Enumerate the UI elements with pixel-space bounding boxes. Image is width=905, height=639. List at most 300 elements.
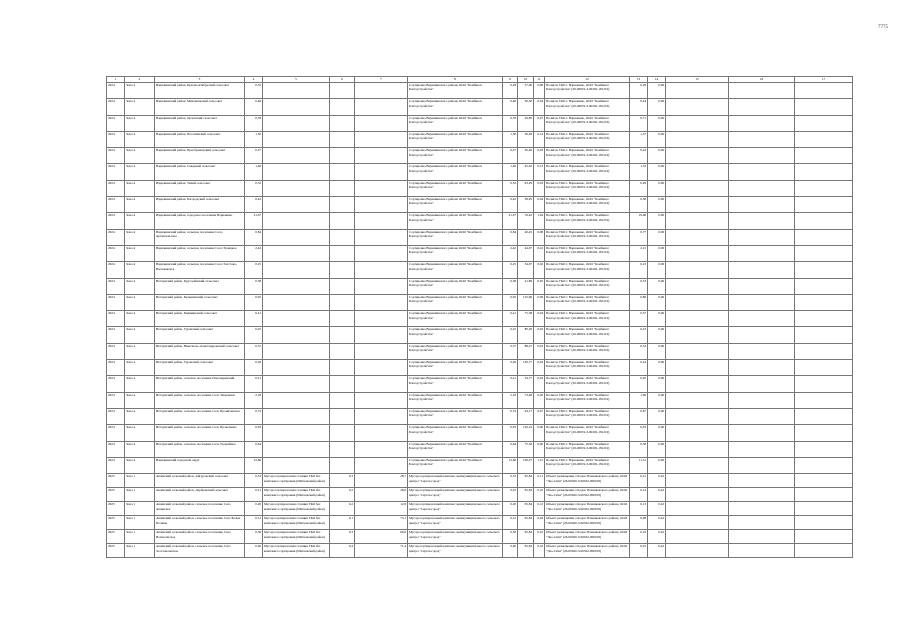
table-cell: 2024 <box>107 262 125 278</box>
column-header: 17 <box>795 77 853 83</box>
table-cell: 73,1 <box>355 516 408 530</box>
table-cell: Сортировка Варнавинского района ООО "Комбинат Благоустройства" <box>408 327 503 343</box>
table-cell <box>263 457 330 473</box>
table-cell: 0,06 <box>648 441 666 457</box>
table-cell: 0,44 <box>630 99 648 115</box>
table-cell <box>330 99 355 115</box>
table-cell: 130,77 <box>518 360 534 376</box>
table-cell <box>666 148 729 164</box>
table-cell: 0,08 <box>534 229 545 245</box>
table-cell: Сортировка Варнавинского района ООО "Комбинат Благоустройства" <box>408 83 503 99</box>
table-cell: 0,06 <box>648 229 666 245</box>
table-cell: 0,30 <box>503 530 518 544</box>
table-cell <box>330 327 355 343</box>
table-cell: 2024 <box>107 115 125 131</box>
table-cell: Зона 4 <box>125 245 155 261</box>
table-cell: 0,06 <box>648 425 666 441</box>
table-row <box>107 392 853 408</box>
column-header: 9 <box>503 77 518 83</box>
table-cell: 65,84 <box>518 488 534 502</box>
table-cell <box>330 229 355 245</box>
table-cell: 0,07 <box>534 408 545 424</box>
table-cell <box>729 245 795 261</box>
table-cell <box>795 425 853 441</box>
column-header: 14 <box>648 77 666 83</box>
table-cell: Ветлужский район, сельское поселение Село Прокопьево <box>155 425 245 441</box>
table-cell: Сортировка Варнавинского района ООО "Комбинат Благоустройства" <box>408 148 503 164</box>
table-cell <box>729 516 795 530</box>
table-cell: 1,50 <box>503 131 518 147</box>
table-cell <box>355 115 408 131</box>
table-cell: 0,07 <box>534 115 545 131</box>
table-cell <box>729 530 795 544</box>
table-cell: 60,0 <box>355 530 408 544</box>
table-cell: Полигон ТКО г. Варнавино, ООО "Комбинат Благоустройства" (26-00019-З-00202-181219) <box>545 115 630 131</box>
table-cell <box>795 262 853 278</box>
table-cell <box>263 294 330 310</box>
table-row <box>107 457 853 473</box>
table-cell: Мусоросортировочная станция ТКО без комплекса сортировки (Шатковский район) <box>263 516 330 530</box>
table-cell: Варнавинский район, сельское поселение Село Толстово-Васюковское <box>155 262 245 278</box>
table-cell: Зона 4 <box>125 131 155 147</box>
table-cell: 2024 <box>107 311 125 327</box>
table-cell: 0,06 <box>648 294 666 310</box>
table-cell <box>795 488 853 502</box>
table-cell: Зона 4 <box>125 262 155 278</box>
table-cell <box>666 488 729 502</box>
table-cell: Ветлужский район, Бидикинский сельсовет <box>155 311 245 327</box>
table-cell <box>729 294 795 310</box>
table-cell: 1,33 <box>630 164 648 180</box>
table-cell: 0,06 <box>648 131 666 147</box>
table-cell: 0,53 <box>630 278 648 294</box>
table-cell <box>263 262 330 278</box>
table-cell <box>729 131 795 147</box>
table-cell: 88,27 <box>518 343 534 359</box>
table-row <box>107 376 853 392</box>
table-cell: Варнавинский район, Тихий сельсовет <box>155 180 245 196</box>
table-cell: 12,66 <box>503 457 518 473</box>
table-cell <box>729 376 795 392</box>
table-cell <box>330 392 355 408</box>
table-cell: 75,38 <box>518 311 534 327</box>
table-cell: 0,06 <box>648 392 666 408</box>
column-header: 3 <box>155 77 245 83</box>
table-cell: Ашинский сельский район, сельское поселение Село Ашинское <box>155 502 245 516</box>
table-cell <box>263 197 330 213</box>
table-cell: Полигон ТКО г. Варнавино, ООО "Комбинат Благоустройства" (26-00019-З-00202-181219) <box>545 392 630 408</box>
table-row <box>107 131 853 147</box>
table-cell: 0,00 <box>534 425 545 441</box>
table-cell <box>330 83 355 99</box>
table-cell: 2024 <box>107 99 125 115</box>
table-cell: 0,06 <box>534 83 545 99</box>
table-cell <box>795 148 853 164</box>
table-cell <box>729 83 795 99</box>
table-cell: Мусоросортировочный комплекс межмуниципального сельского центра "Сергач-город" <box>408 474 503 488</box>
table-cell <box>666 262 729 278</box>
table-cell: Зона 4 <box>125 213 155 229</box>
table-cell <box>729 441 795 457</box>
table-cell: 0,40 <box>245 544 263 558</box>
table-cell: Мусоросортировочный комплекс межмуниципального сельского центра "Сергач-город" <box>408 516 503 530</box>
table-cell: Зона 4 <box>125 457 155 473</box>
column-header: 1 <box>107 77 125 83</box>
table-cell <box>330 425 355 441</box>
table-cell: 0,06 <box>648 164 666 180</box>
table-cell: Сортировка Варнавинского района ООО "Комбинат Благоустройства" <box>408 180 503 196</box>
table-cell: 0,40 <box>503 544 518 558</box>
table-cell: 0,06 <box>648 457 666 473</box>
table-cell: Полигон ТКО г. Варнавино, ООО "Комбинат Благоустройства" (26-00019-З-00202-181219) <box>545 229 630 245</box>
table-cell <box>355 392 408 408</box>
table-cell: 106,07 <box>518 457 534 473</box>
table-cell: 0,42 <box>648 544 666 558</box>
table-cell: 2024 <box>107 327 125 343</box>
table-cell: Варнавинский район, сельское поселение Село Архангельское <box>155 229 245 245</box>
table-cell: Объект размещения отходов Починковского района, ООО "Эко-Сити" (26-00020-З-00502-000018) <box>545 530 630 544</box>
column-header: 16 <box>729 77 795 83</box>
table-cell <box>355 245 408 261</box>
table-cell <box>666 278 729 294</box>
table-cell: Ашинский сельский район, сельское поселение Село Белые Поляны <box>155 516 245 530</box>
table-cell: 0,13 <box>630 502 648 516</box>
table-cell: Зона 4 <box>125 425 155 441</box>
table-cell: Зона 1 <box>125 488 155 502</box>
table-cell: 26,0 <box>355 488 408 502</box>
table-cell <box>355 180 408 196</box>
table-cell: Полигон ТКО г. Варнавино, ООО "Комбинат Благоустройства" (26-00019-З-00202-181219) <box>545 83 630 99</box>
table-cell: Зона 4 <box>125 360 155 376</box>
table-cell: 0,06 <box>648 408 666 424</box>
table-cell: 73,48 <box>518 392 534 408</box>
table-cell: 2024 <box>107 83 125 99</box>
table-cell <box>795 99 853 115</box>
table-cell: 1,46 <box>245 164 263 180</box>
table-cell: Сортировка Варнавинского района ООО "Комбинат Благоустройства" <box>408 360 503 376</box>
table-cell: 71,4 <box>355 544 408 558</box>
table-cell: 0,04 <box>534 197 545 213</box>
table-cell <box>666 457 729 473</box>
table-row <box>107 278 853 294</box>
table-cell <box>355 197 408 213</box>
table-cell: Зона 4 <box>125 148 155 164</box>
table-cell <box>330 164 355 180</box>
table-cell: 0,12 <box>245 516 263 530</box>
table-cell <box>729 474 795 488</box>
table-cell: 0,06 <box>648 197 666 213</box>
table-cell: 12,8 <box>355 502 408 516</box>
table-cell: Зона 4 <box>125 115 155 131</box>
table-cell <box>355 441 408 457</box>
table-cell: Зона 4 <box>125 197 155 213</box>
table-row <box>107 180 853 196</box>
table-cell: 0,21 <box>503 376 518 392</box>
table-cell: 0,38 <box>630 197 648 213</box>
table-cell <box>355 376 408 392</box>
table-cell <box>330 294 355 310</box>
table-cell <box>355 294 408 310</box>
table-cell: Сортировка Варнавинского района ООО "Комбинат Благоустройства" <box>408 441 503 457</box>
table-cell <box>795 311 853 327</box>
table-cell: 0,03 <box>630 425 648 441</box>
table-cell: 28,7 <box>355 474 408 488</box>
table-cell <box>330 148 355 164</box>
table-cell: 0,10 <box>534 530 545 544</box>
table-cell: 0,12 <box>503 516 518 530</box>
table-cell: Зона 4 <box>125 441 155 457</box>
table-cell: Сортировка Варнавинского района ООО "Комбинат Благоустройства" <box>408 311 503 327</box>
table-cell <box>330 115 355 131</box>
table-cell <box>355 229 408 245</box>
table-cell: 0,64 <box>245 441 263 457</box>
table-cell: 0,21 <box>245 488 263 502</box>
table-cell: 0,03 <box>503 425 518 441</box>
table-cell <box>666 530 729 544</box>
table-cell: 0,74 <box>503 408 518 424</box>
table-cell: 2025 <box>107 516 125 530</box>
table-cell <box>666 376 729 392</box>
table-cell: 0,06 <box>648 245 666 261</box>
table-row <box>107 115 853 131</box>
table-cell: Ветлужский район, сельское поселение Село Завражное <box>155 392 245 408</box>
table-row <box>107 530 853 544</box>
table-cell: 64,17 <box>518 408 534 424</box>
table-cell: 0,67 <box>630 408 648 424</box>
table-cell: 0,16 <box>534 544 545 558</box>
table-cell: 0,12 <box>534 502 545 516</box>
table-cell: 2,21 <box>630 245 648 261</box>
table-cell: 0,46 <box>245 99 263 115</box>
table-cell: 0,33 <box>245 474 263 488</box>
table-row <box>107 516 853 530</box>
table-cell <box>729 544 795 558</box>
table-cell: 0,02 <box>534 360 545 376</box>
table-cell <box>729 148 795 164</box>
table-cell: Мусоросортировочная станция ТКО без комплекса сортировки (Шатковский район) <box>263 474 330 488</box>
table-cell: 2024 <box>107 294 125 310</box>
column-header: 6 <box>330 77 355 83</box>
table-cell: Варнавинский район, Северный сельсовет <box>155 164 245 180</box>
table-cell: 2024 <box>107 131 125 147</box>
table-cell: 2024 <box>107 245 125 261</box>
table-cell: Полигон ТКО г. Варнавино, ООО "Комбинат Благоустройства" (26-00019-З-00202-181219) <box>545 262 630 278</box>
table-cell: 125,96 <box>518 294 534 310</box>
table-cell: Ашинский сельский район, сельское поселение Село Золотоноевское <box>155 544 245 558</box>
table-row <box>107 262 853 278</box>
table-cell: 40,45 <box>518 229 534 245</box>
table-cell <box>666 164 729 180</box>
table-cell: 0,02 <box>534 327 545 343</box>
table-cell: Полигон ТКО г. Варнавино, ООО "Комбинат Благоустройства" (26-00019-З-00202-181219) <box>545 457 630 473</box>
table-cell: Полигон ТКО г. Варнавино, ООО "Комбинат Благоустройства" (26-00019-З-00202-181219) <box>545 376 630 392</box>
column-header: 7 <box>355 77 408 83</box>
table-cell: 0,06 <box>648 83 666 99</box>
table-cell: Полигон ТКО г. Варнавино, ООО "Комбинат Благоустройства" (26-00019-З-00202-181219) <box>545 164 630 180</box>
table-cell <box>263 278 330 294</box>
table-row <box>107 229 853 245</box>
table-cell <box>729 213 795 229</box>
table-cell <box>263 229 330 245</box>
table-cell: Объект размещения отходов Починковского района, ООО "Эко-Сити" (26-00020-З-00502-000018) <box>545 502 630 516</box>
table-cell: 0,42 <box>648 474 666 488</box>
table-cell: 34,77 <box>518 376 534 392</box>
table-cell <box>729 488 795 502</box>
table-cell: 0,25 <box>503 327 518 343</box>
column-header: 2 <box>125 77 155 83</box>
table-cell: 2024 <box>107 425 125 441</box>
table-cell: 2024 <box>107 197 125 213</box>
table-cell: 2024 <box>107 148 125 164</box>
table-cell: 1,94 <box>534 213 545 229</box>
table-row <box>107 197 853 213</box>
table-cell: 0,06 <box>648 148 666 164</box>
table-cell: 0,27 <box>503 148 518 164</box>
table-cell <box>263 164 330 180</box>
table-cell <box>666 99 729 115</box>
table-cell <box>263 327 330 343</box>
table-cell <box>795 229 853 245</box>
table-cell: Полигон ТКО г. Варнавино, ООО "Комбинат Благоустройства" (26-00019-З-00202-181219) <box>545 311 630 327</box>
table-cell <box>666 343 729 359</box>
table-cell: 0,2 <box>330 488 355 502</box>
table-cell: 0,71 <box>630 115 648 131</box>
table-row <box>107 343 853 359</box>
table-cell: 76,42 <box>518 213 534 229</box>
table-cell <box>795 343 853 359</box>
table-cell: Сортировка Варнавинского района ООО "Комбинат Благоустройства" <box>408 425 503 441</box>
table-cell: 2024 <box>107 441 125 457</box>
table-cell <box>795 544 853 558</box>
table-cell <box>330 408 355 424</box>
table-cell: 0,21 <box>630 474 648 488</box>
table-cell: Полигон ТКО г. Варнавино, ООО "Комбинат Благоустройства" (26-00019-З-00202-181219) <box>545 425 630 441</box>
table-cell <box>355 213 408 229</box>
table-cell <box>729 360 795 376</box>
table-cell: 65,84 <box>518 544 534 558</box>
table-cell: 1,46 <box>503 164 518 180</box>
table-cell: 2,18 <box>503 392 518 408</box>
table-cell: Зона 4 <box>125 278 155 294</box>
table-cell: Варнавинский район, Преображенский сельсовет <box>155 148 245 164</box>
table-cell: Зона 1 <box>125 516 155 530</box>
table-row <box>107 474 853 488</box>
column-header: 10 <box>518 77 534 83</box>
table-cell: 0,22 <box>503 488 518 502</box>
table-cell: Зона 4 <box>125 180 155 196</box>
table-cell <box>666 502 729 516</box>
table-cell: Объект размещения отходов Починковского района, ООО "Эко-Сити" (26-00020-З-00502-000018) <box>545 474 630 488</box>
table-row <box>107 327 853 343</box>
table-cell: 0,03 <box>534 343 545 359</box>
column-header: 5 <box>263 77 330 83</box>
table-cell: 0,11 <box>534 474 545 488</box>
table-cell: Варнавинский район, сельское поселение Село Троицкое <box>155 245 245 261</box>
column-header: 15 <box>666 77 729 83</box>
table-cell <box>330 213 355 229</box>
table-cell: 2024 <box>107 164 125 180</box>
table-cell: Сортировка Варнавинского района ООО "Комбинат Благоустройства" <box>408 294 503 310</box>
table-cell <box>795 441 853 457</box>
table-cell: Ветлужский район, Крутоеймский сельсовет <box>155 278 245 294</box>
table-cell: 2024 <box>107 392 125 408</box>
table-cell: 0,37 <box>503 343 518 359</box>
table-cell: Ветлужский район, Никольско-Александровский сельсовет <box>155 343 245 359</box>
table-cell: Зона 4 <box>125 343 155 359</box>
table-cell: 2024 <box>107 229 125 245</box>
table-cell: 0,78 <box>245 115 263 131</box>
table-cell: Мусоросортировочная станция ТКО без комплекса сортировки (Шатковский район) <box>263 488 330 502</box>
table-cell: 0,06 <box>648 327 666 343</box>
table-cell <box>263 115 330 131</box>
table-cell: Сортировка Варнавинского района ООО "Комбинат Благоустройства" <box>408 115 503 131</box>
table-cell: Зона 4 <box>125 229 155 245</box>
table-cell <box>355 131 408 147</box>
table-cell: 0,09 <box>534 294 545 310</box>
table-cell: Зона 4 <box>125 294 155 310</box>
table-cell: 0,74 <box>245 408 263 424</box>
table-cell <box>729 502 795 516</box>
table-cell: Сортировка Варнавинского района ООО "Комбинат Благоустройства" <box>408 376 503 392</box>
table-row <box>107 441 853 457</box>
table-cell <box>729 278 795 294</box>
table-cell: 0,06 <box>648 99 666 115</box>
table-cell: Полигон ТКО г. Варнавино, ООО "Комбинат Благоустройства" (26-00019-З-00202-181219) <box>545 278 630 294</box>
table-cell: Варнавинский район, городское поселение Варнавино <box>155 213 245 229</box>
table-cell: 2024 <box>107 213 125 229</box>
table-cell: 0,64 <box>503 441 518 457</box>
table-cell: Ашинский сельский район, сельское поселение Село Вознесенское <box>155 530 245 544</box>
table-cell: 2024 <box>107 360 125 376</box>
table-cell <box>795 294 853 310</box>
table-cell <box>729 327 795 343</box>
table-cell <box>355 425 408 441</box>
table-cell: 0,05 <box>534 278 545 294</box>
data-table <box>106 76 853 558</box>
table-cell: 0,86 <box>630 294 648 310</box>
table-cell: 0,26 <box>245 360 263 376</box>
table-cell: 2,42 <box>503 245 518 261</box>
column-header: 13 <box>630 77 648 83</box>
table-cell <box>263 213 330 229</box>
table-cell: 0,06 <box>648 376 666 392</box>
table-cell: 0,46 <box>503 99 518 115</box>
table-cell: Объект размещения отходов Починковского района, ООО "Эко-Сити" (26-00020-З-00502-000018) <box>545 488 630 502</box>
table-cell: 0,34 <box>630 343 648 359</box>
table-cell: 0,02 <box>534 376 545 392</box>
table-cell: Зона 4 <box>125 392 155 408</box>
table-cell: 0,24 <box>630 148 648 164</box>
table-row <box>107 544 853 558</box>
table-cell: 0,06 <box>648 278 666 294</box>
table-cell: 19,66 <box>630 213 648 229</box>
table-cell: 0,2 <box>330 502 355 516</box>
table-cell <box>666 213 729 229</box>
table-cell: 0,23 <box>630 262 648 278</box>
table-cell: Варнавинский район, Плоскинский сельсовет <box>155 131 245 147</box>
table-cell: 45,02 <box>518 164 534 180</box>
table-cell: Полигон ТКО г. Варнавино, ООО "Комбинат Благоустройства" (26-00019-З-00202-181219) <box>545 245 630 261</box>
table-cell <box>330 343 355 359</box>
table-row <box>107 99 853 115</box>
page-number: 7775 <box>878 25 888 30</box>
table-cell <box>795 376 853 392</box>
table-cell: 0,22 <box>534 245 545 261</box>
table-cell: 0,35 <box>245 83 263 99</box>
table-row <box>107 164 853 180</box>
table-cell: Ветлужский район, сельское поселение Село Проничевское <box>155 408 245 424</box>
table-cell: 0,29 <box>630 83 648 99</box>
